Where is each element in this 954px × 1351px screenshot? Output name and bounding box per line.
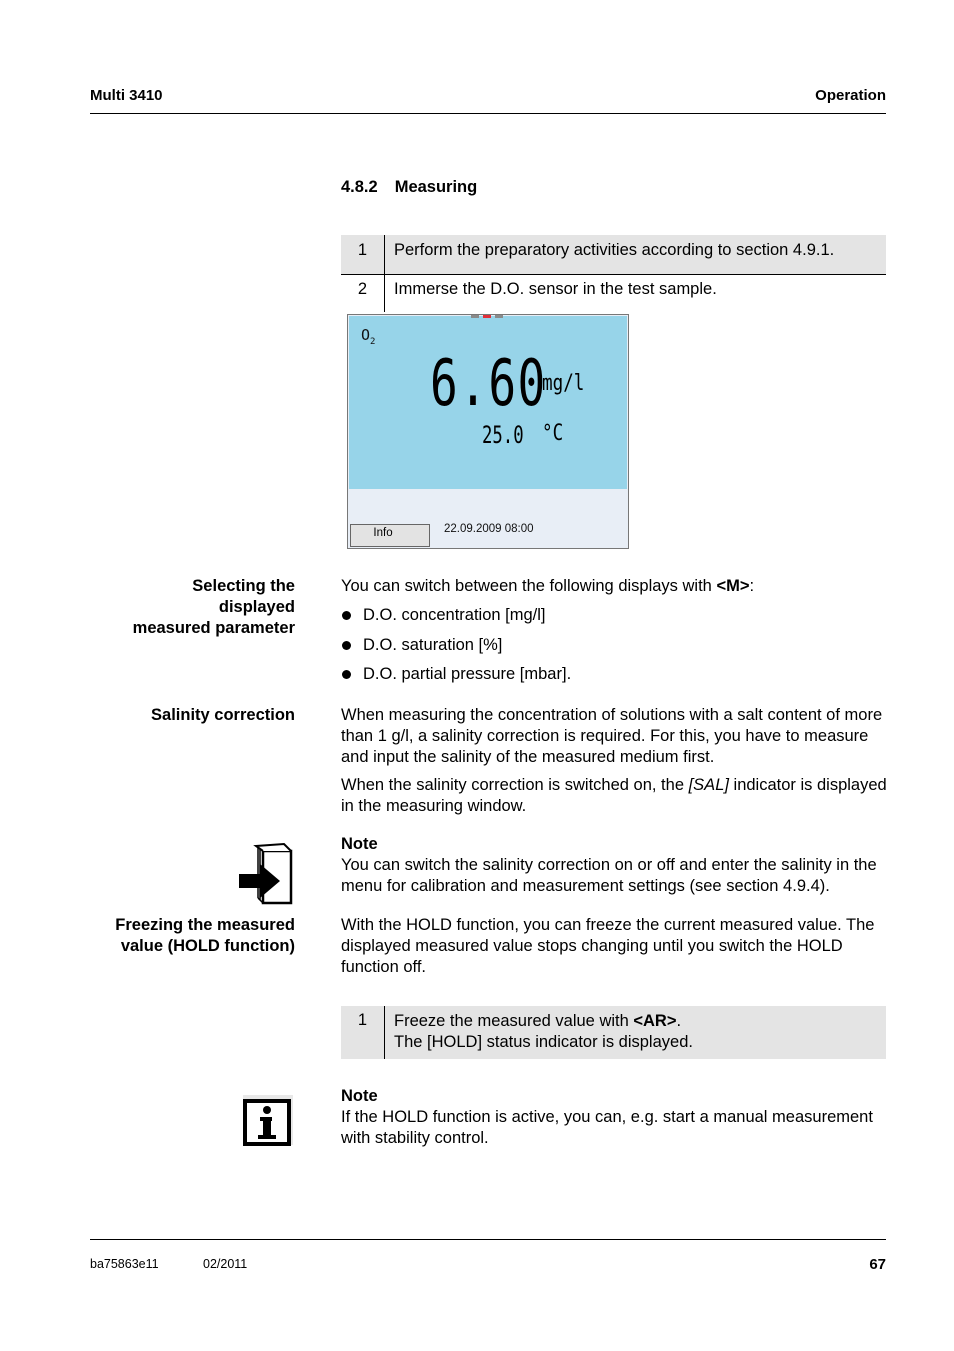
hold-paragraph: With the HOLD function, you can freeze the current measured value. The displayed measured value stops changing until you switch the HOLD function off. (341, 916, 875, 976)
note-title: Note (341, 835, 378, 853)
page-number: 67 (869, 1256, 886, 1273)
side-heading-line: Selecting the (192, 577, 295, 595)
side-heading-line: displayed (218, 598, 295, 616)
list-item-text: D.O. saturation [%] (363, 635, 503, 654)
meter-display (347, 314, 629, 549)
side-heading-line: measured parameter (132, 619, 295, 637)
info-icon (241, 1093, 295, 1147)
step-text: Perform the preparatory activities according to section 4.9.1. (394, 241, 835, 259)
bullet-icon (342, 670, 351, 679)
status-indicator (471, 315, 479, 318)
list-item (341, 635, 887, 656)
section-heading (341, 178, 477, 197)
key-m: <M> (716, 577, 750, 595)
step-row (341, 275, 886, 313)
info-softkey[interactable] (350, 524, 430, 547)
step-line-end: . (676, 1012, 682, 1030)
header-section: Operation (815, 87, 886, 104)
parameter-subscript: 2 (370, 337, 376, 347)
list-item-text: D.O. partial pressure [mbar]. (363, 665, 572, 684)
status-indicator (483, 315, 491, 318)
bullet-icon (342, 611, 351, 620)
section-title: Measuring (394, 178, 478, 196)
note-title: Note (341, 1087, 378, 1105)
salinity-paragraph (341, 775, 887, 817)
note-salinity (341, 834, 887, 896)
section-number: 4.8.2 (341, 178, 378, 196)
salinity-paragraph: When measuring the concentration of solutions with a salt content of more than 1 g/l, a salinity correction is required. For this, you have to measure and input the salinity of the measured medium first. (341, 706, 883, 766)
header-rule (90, 113, 886, 114)
side-heading-selecting (90, 576, 295, 639)
step-row (341, 1006, 886, 1059)
step-line: The [HOLD] status indicator is displayed. (394, 1033, 693, 1051)
footer-doc-number: ba75863e11 (90, 1257, 159, 1271)
steps-table-measuring (341, 235, 886, 312)
side-heading-hold (90, 915, 295, 957)
salinity-text: indicator is displayed in the measuring window. (341, 776, 887, 816)
display-options-list (341, 605, 887, 685)
list-item (341, 605, 887, 626)
selecting-intro (341, 576, 887, 597)
selecting-content (341, 576, 887, 694)
step-number: 2 (341, 275, 385, 313)
intro-colon: : (749, 577, 755, 595)
sal-indicator: [SAL] (688, 776, 729, 795)
temperature-value: 25.0 (482, 421, 524, 449)
info-softkey-label: Info (373, 527, 393, 539)
step-row (341, 235, 886, 275)
side-heading-line: Freezing the measured (115, 916, 295, 934)
intro-text: You can switch between the following displays with (341, 577, 717, 595)
measured-unit: mg/l (542, 371, 585, 396)
salinity-text: When the salinity correction is switched on, the (341, 776, 689, 795)
step-number: 1 (341, 235, 385, 275)
status-indicator (495, 315, 503, 318)
side-heading-salinity: Salinity correction (151, 706, 295, 724)
temperature-unit: °C (542, 421, 564, 446)
list-item-text: D.O. concentration [mg/l] (363, 605, 546, 624)
step-text (385, 1006, 887, 1059)
key-ar: <AR> (633, 1012, 677, 1030)
salinity-content (341, 705, 887, 817)
bullet-icon (342, 641, 351, 650)
parameter-label (361, 326, 375, 347)
side-heading-line: value (HOLD function) (120, 937, 295, 955)
list-item (341, 664, 887, 685)
note-text: If the HOLD function is active, you can, e.g. start a manual measurement with stability control. (341, 1107, 873, 1147)
manual-reference-icon (236, 840, 296, 906)
step-text: Immerse the D.O. sensor in the test sample. (394, 280, 717, 298)
date-time: 22.09.2009 08:00 (444, 523, 534, 535)
step-number: 1 (341, 1006, 385, 1059)
note-hold (341, 1086, 887, 1148)
steps-table-hold (341, 1006, 886, 1059)
parameter-symbol: O (361, 326, 371, 344)
footer-date: 02/2011 (203, 1257, 248, 1271)
header-title: Multi 3410 (90, 87, 163, 104)
note-text: You can switch the salinity correction on or off and enter the salinity in the menu for calibration and measurement settings (see section 4.9.4). (341, 855, 877, 895)
step-line: Freeze the measured value with (394, 1012, 634, 1030)
measured-value: 6.60 (430, 347, 547, 421)
footer-rule (90, 1239, 886, 1240)
